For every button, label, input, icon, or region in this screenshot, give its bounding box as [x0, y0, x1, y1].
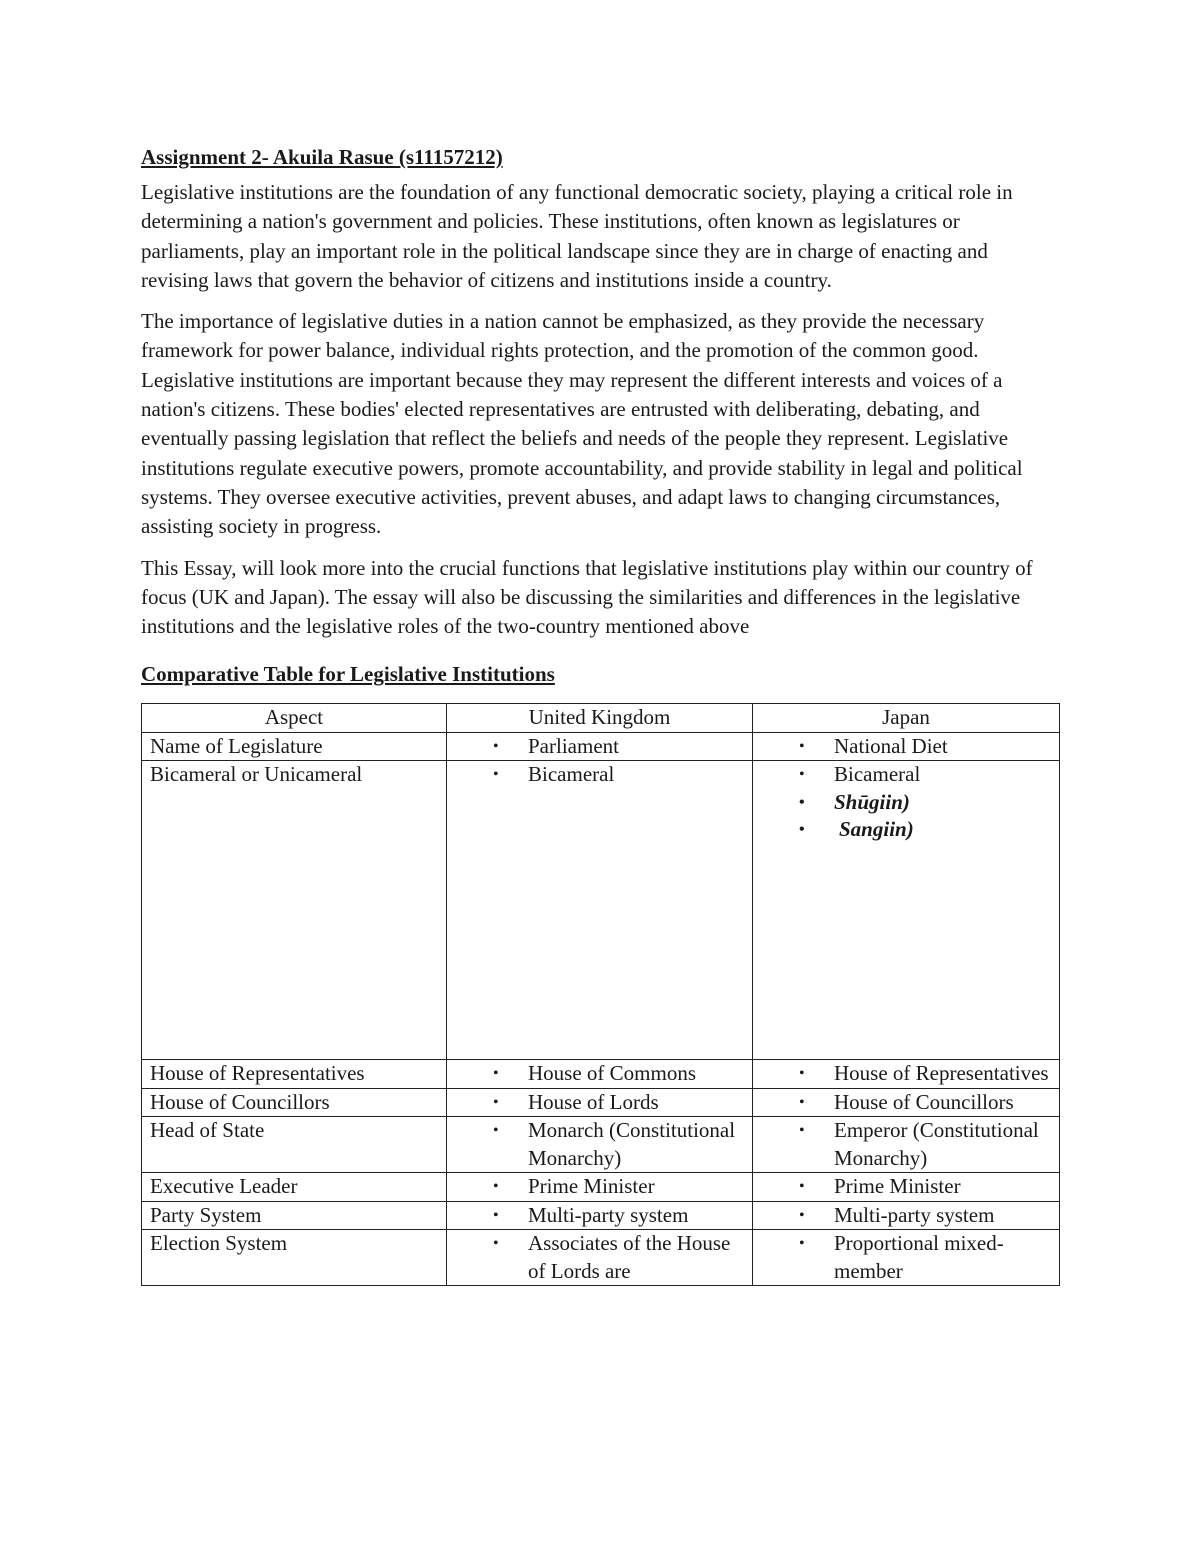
- paragraph-essay-scope: This Essay, will look more into the crucial functions that legislative institutions play within our country of focus (UK and Japan). The essay will also be discussing the similarities and differences in the legislative institutions and the legislative roles of the two-country mentioned above: [141, 555, 1033, 639]
- cell-uk: [447, 1117, 753, 1173]
- cell-aspect: Head of State: [142, 1117, 447, 1173]
- table-row: [142, 1230, 1060, 1286]
- cell-japan: [753, 1201, 1060, 1230]
- bullet-icon: •: [493, 1122, 499, 1140]
- bullet-icon: •: [493, 1235, 499, 1253]
- comparative-table: [141, 703, 1060, 1286]
- bullet-icon: •: [799, 793, 805, 811]
- table-row: [142, 761, 1060, 1060]
- cell-aspect: House of Councillors: [142, 1088, 447, 1117]
- list-item: • Proportional mixed-member: [799, 1231, 1004, 1283]
- bullet-icon: •: [493, 1206, 499, 1224]
- cell-japan: [753, 732, 1060, 761]
- bullet-icon: •: [799, 1122, 805, 1140]
- document-page: [141, 142, 1059, 1286]
- list-item: • House of Lords: [455, 1089, 744, 1117]
- table-row: [142, 1060, 1060, 1089]
- list-item: • Parliament: [455, 733, 744, 761]
- list-item: • Bicameral: [761, 761, 1051, 789]
- list-item: • Emperor (Constitutional Monarchy): [799, 1118, 1039, 1170]
- bullet-icon: •: [799, 766, 805, 784]
- bullet-icon: •: [493, 1093, 499, 1111]
- cell-uk: [447, 1060, 753, 1089]
- cell-japan: [753, 1117, 1060, 1173]
- cell-aspect: Election System: [142, 1230, 447, 1286]
- bullet-icon: •: [799, 1206, 805, 1224]
- document-title: Assignment 2- Akuila Rasue (s11157212): [141, 145, 503, 169]
- list-item: • Monarch (Constitutional Monarchy): [493, 1118, 736, 1170]
- list-item: • Associates of the House of Lords are: [493, 1231, 731, 1283]
- cell-aspect: Name of Legislature: [142, 732, 447, 761]
- bullet-icon: •: [493, 1065, 499, 1083]
- cell-uk: [447, 1230, 753, 1286]
- list-item: • House of Councillors: [761, 1089, 1051, 1117]
- list-item: • Multi-party system: [761, 1202, 1051, 1230]
- table-heading: Comparative Table for Legislative Institutions: [141, 662, 555, 687]
- bullet-icon: •: [799, 821, 805, 839]
- table-row: [142, 1201, 1060, 1230]
- table-row: [142, 1088, 1060, 1117]
- paragraph-importance: The importance of legislative duties in a nation cannot be emphasized, as they provide the necessary framework for power balance, individual rights protection, and the promotion of the common good. Legislative institutions are important because they may represent the different interests and voices of a nation's citizens. These bodies' elected representatives are entrusted with deliberating, debating, and eventually passing legislation that reflect the beliefs and needs of the people they represent. Legislative institutions regulate executive powers, promote accountability, and provide stability in legal and political systems. They oversee executive activities, prevent abuses, and adapt laws to changing circumstances, assisting society in progress.: [141, 309, 1023, 539]
- table-row: [142, 1117, 1060, 1173]
- header-aspect: Aspect: [142, 704, 447, 733]
- bullet-icon: •: [799, 1065, 805, 1083]
- list-item: • Multi-party system: [455, 1202, 744, 1230]
- cell-japan: [753, 761, 1060, 1060]
- cell-uk: [447, 732, 753, 761]
- table-header-row: [142, 704, 1060, 733]
- bullet-icon: •: [799, 1093, 805, 1111]
- list-item: • Shūgiin): [761, 789, 1051, 817]
- table-row: [142, 732, 1060, 761]
- cell-japan: [753, 1230, 1060, 1286]
- cell-uk: [447, 761, 753, 1060]
- paragraph-intro: Legislative institutions are the foundation of any functional democratic society, playing a critical role in determining a nation's government and policies. These institutions, often known as legislatures or parliaments, play an important role in the political landscape since they are in charge of enacting and revising laws that govern the behavior of citizens and institutions inside a country.: [141, 180, 1013, 292]
- bullet-icon: •: [799, 737, 805, 755]
- header-united-kingdom: United Kingdom: [447, 704, 753, 733]
- header-japan: Japan: [753, 704, 1060, 733]
- bullet-icon: •: [493, 766, 499, 784]
- cell-uk: [447, 1201, 753, 1230]
- cell-uk: [447, 1088, 753, 1117]
- bullet-icon: •: [493, 737, 499, 755]
- list-item: • House of Representatives: [761, 1060, 1051, 1088]
- list-item: • National Diet: [761, 733, 1051, 761]
- bullet-icon: •: [799, 1235, 805, 1253]
- bullet-icon: •: [493, 1178, 499, 1196]
- cell-aspect: Executive Leader: [142, 1173, 447, 1202]
- cell-japan: [753, 1088, 1060, 1117]
- cell-japan: [753, 1173, 1060, 1202]
- list-item: • House of Commons: [455, 1060, 744, 1088]
- list-item: • Prime Minister: [761, 1173, 1051, 1201]
- list-item: • Sangiin): [761, 816, 1051, 844]
- bullet-icon: •: [799, 1178, 805, 1196]
- cell-aspect: Party System: [142, 1201, 447, 1230]
- cell-aspect: House of Representatives: [142, 1060, 447, 1089]
- list-item: • Bicameral: [455, 761, 744, 789]
- cell-japan: [753, 1060, 1060, 1089]
- cell-uk: [447, 1173, 753, 1202]
- cell-aspect: Bicameral or Unicameral: [142, 761, 447, 1060]
- table-row: [142, 1173, 1060, 1202]
- list-item: • Prime Minister: [455, 1173, 744, 1201]
